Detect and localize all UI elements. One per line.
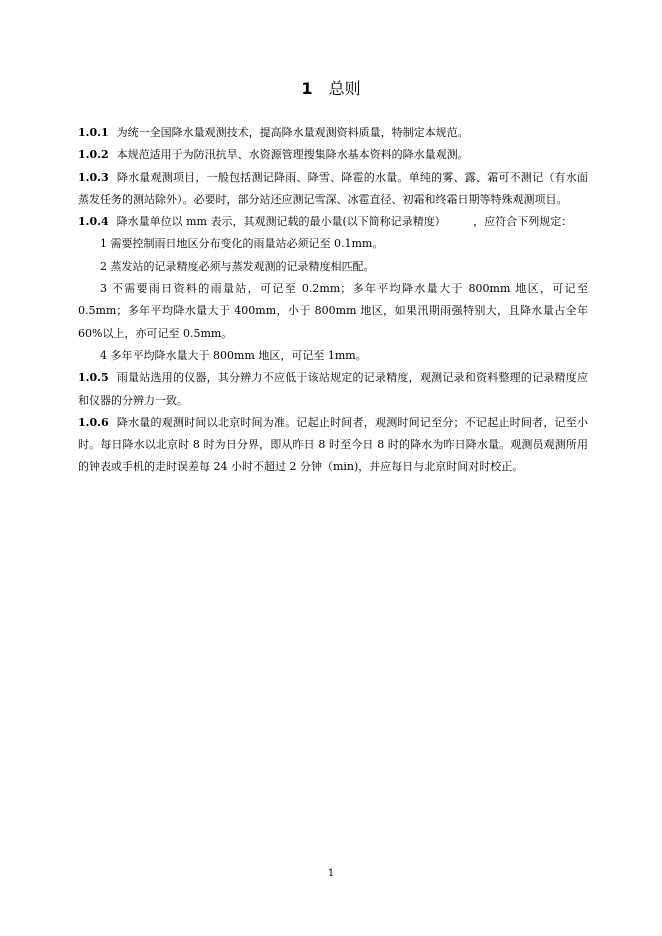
clause-1-0-5 <box>78 367 588 412</box>
document-body <box>78 122 588 479</box>
clause-number: 1.0.1 <box>78 126 109 139</box>
clause-number: 1.0.4 <box>78 215 109 229</box>
clause-text: 本规范适用于为防汛抗旱、水资源管理搜集降水基本资料的降水量观测。 <box>116 148 469 162</box>
clause-1-0-4 <box>78 211 588 233</box>
clause-1-0-4-item-2: 2 蒸发站的记录精度必须与蒸发观测的记录精度相匹配。 <box>100 259 375 273</box>
clause-text: 为统一全国降水量观测技术，提高降水量观测资料质量，特制定本规范。 <box>116 126 469 139</box>
chapter-number: 1 <box>301 79 313 98</box>
clause-number: 1.0.2 <box>78 148 109 162</box>
page-number: 1 <box>327 868 335 879</box>
clause-text: 降水量观测项目，一般包括测记降雨、降雪、降雹的水量。单纯的雾、露、霜可不测记（有水面蒸发任务的测站除外）。必要时，部分站还应测记雪深、冰雹直径、初霜和终霜日期等特殊观测项目。 <box>78 170 588 206</box>
clause-text: 降水量单位以 mm 表示，其观测记载的最小量(以下简称记录精度） ，应符合下列规定： <box>116 215 573 229</box>
chapter-title <box>0 76 662 99</box>
clause-1-0-3 <box>78 167 588 212</box>
clause-text: 雨量站选用的仪器，其分辨力不应低于该站规定的记录精度，观测记录和资料整理的记录精度应和仪器的分辨力一致。 <box>78 371 588 407</box>
clause-1-0-4-item-1: 1 需要控制雨日地区分布变化的雨量站必须记至 0.1mm。 <box>100 237 384 251</box>
clause-number: 1.0.5 <box>78 371 109 385</box>
clause-1-0-4-item-3: 3 不需要雨日资料的雨量站，可记至 0.2mm；多年平均降水量大于 800mm 地区，可记至 0.5mm；多年平均降水量大于 400mm，小于 800mm 地区，如果汛期雨强特别大，且降水量占全年 60%以上，亦可记至 0.5mm。 <box>78 282 588 340</box>
chapter-title-text: 总则 <box>328 79 361 98</box>
clause-text: 降水量的观测时间以北京时间为准。记起止时间者，观测时间记至分；不记起止时间者，记至小时。每日降水以北京时 8 时为日分界，即从昨日 8 时至今日 8 时的降水为昨日降水量。观测员观测所用的钟表或手机的走时误差每 24 小时不超过 2 分钟（min)，并应每日与北京时间对时校正。 <box>78 415 588 474</box>
clause-1-0-6 <box>78 412 588 479</box>
clause-number: 1.0.3 <box>78 170 109 184</box>
clause-number: 1.0.6 <box>78 415 109 429</box>
clause-1-0-1 <box>78 122 588 144</box>
clause-1-0-2 <box>78 144 588 166</box>
clause-1-0-4-item-4: 4 多年平均降水量大于 800mm 地区，可记至 1mm。 <box>100 348 367 362</box>
